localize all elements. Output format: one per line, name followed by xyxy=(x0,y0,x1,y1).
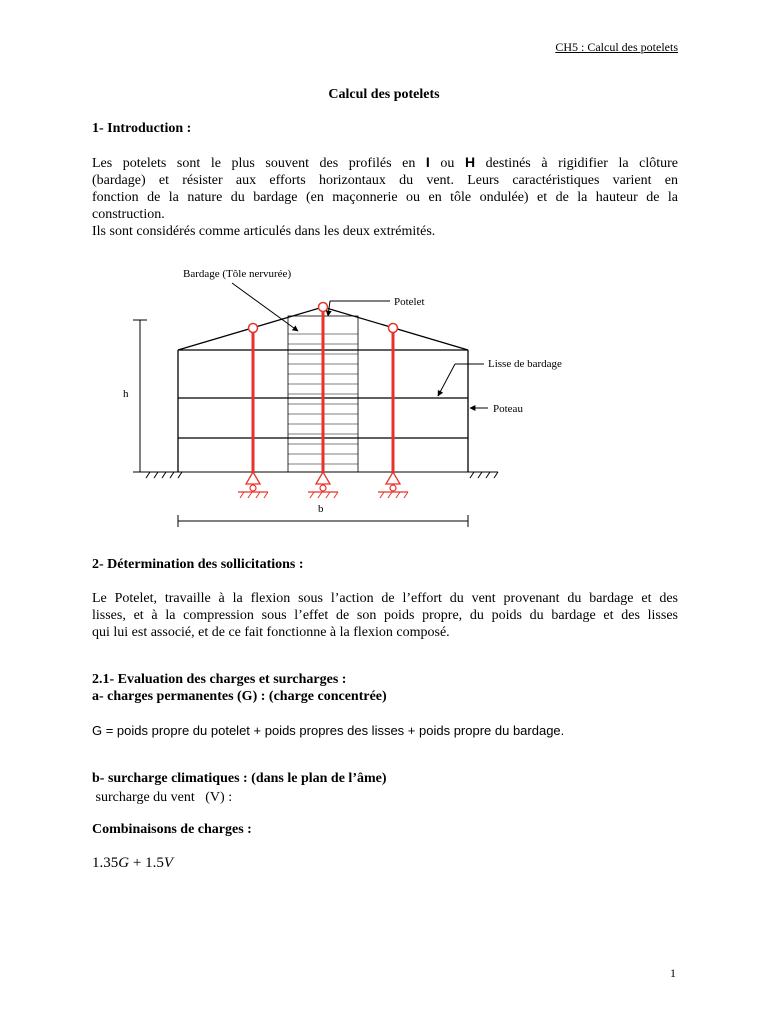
lisse-label: Lisse de bardage xyxy=(488,358,562,370)
sollicitations-line-1: Le Potelet, travaille à la flexion sous l’action de l’effort du vent provenant du bardage et des xyxy=(92,591,678,606)
bardage-label: Bardage (Tôle nervurée) xyxy=(183,268,292,280)
sollicitations-line-2: lisses, et à la compression sous l’effet de son poids propre, du poids du bardage et des lisses xyxy=(92,608,678,623)
height-label: h xyxy=(123,388,129,400)
potelet-center xyxy=(308,303,338,499)
intro-line-1: Les potelets sont le plus souvent des profilés en I ou H destinés à rigidifier la clôture xyxy=(92,154,678,171)
width-dimension xyxy=(178,515,468,527)
potelet-label: Potelet xyxy=(394,296,425,308)
intro-line-2: (bardage) et résister aux efforts horizontaux du vent. Leurs caractéristiques varient en xyxy=(92,173,678,188)
chapter-header: CH5 : Calcul des potelets xyxy=(555,40,678,54)
load-combination-formula: 1.35G + 1.5V xyxy=(92,855,173,871)
section-2-heading: 2- Détermination des sollicitations : xyxy=(92,557,304,572)
intro-line-3: fonction de la nature du bardage (en maçonnerie ou en tôle ondulée) et de la hauteur de la xyxy=(92,190,678,205)
sollicitations-paragraph xyxy=(92,590,678,641)
wind-load-text: surcharge du vent (V) : xyxy=(92,790,233,805)
intro-line-4: construction. xyxy=(92,207,165,222)
surcharge-climatique-heading: b- surcharge climatiques : (dans le plan de l’âme) xyxy=(92,771,387,786)
page-title: Calcul des potelets xyxy=(328,87,440,102)
sollicitations-line-3: qui lui est associé, et de ce fait fonctionne à la flexion composé. xyxy=(92,625,450,640)
section-2-1-heading: 2.1- Evaluation des charges et surcharges : xyxy=(92,672,347,687)
height-dimension xyxy=(133,320,147,472)
g-formula: G = poids propre du potelet + poids propres des lisses + poids propre du bardage. xyxy=(92,723,565,738)
charges-permanentes-heading: a- charges permanentes (G) : (charge concentrée) xyxy=(92,689,387,704)
intro-line-5: Ils sont considérés comme articulés dans les deux extrémités. xyxy=(92,224,436,239)
poteau-label: Poteau xyxy=(493,403,523,415)
page-number: 1 xyxy=(670,966,676,980)
width-label: b xyxy=(318,503,324,515)
section-1-heading: 1- Introduction : xyxy=(92,121,192,136)
combinations-heading: Combinaisons de charges : xyxy=(92,822,252,837)
